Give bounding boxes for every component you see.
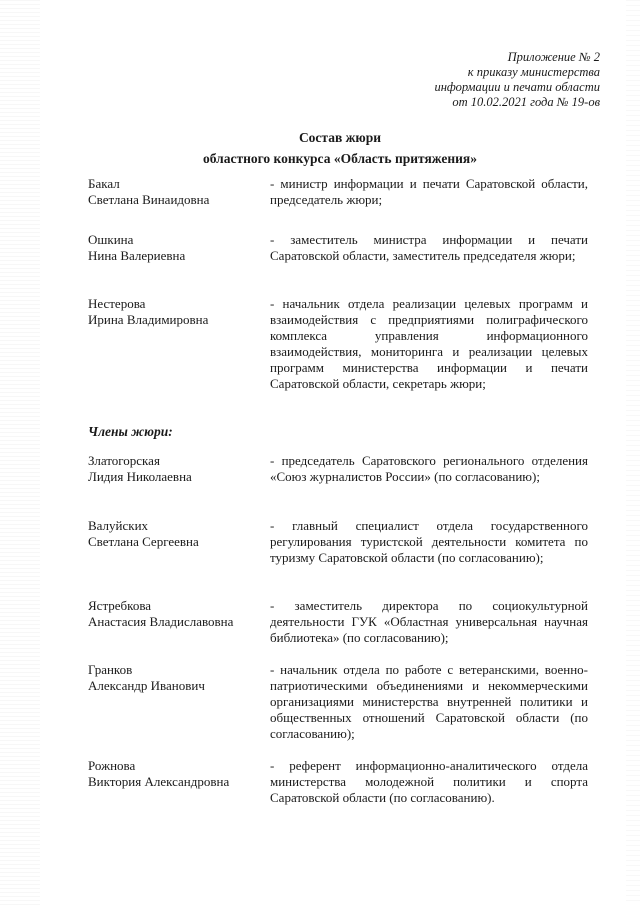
appendix-line-2: к приказу министерства	[467, 65, 600, 79]
person-role: - председатель Саратовского регионального отделения «Союз журналистов России» (по согласованию);	[270, 453, 588, 484]
person-name	[88, 758, 263, 790]
person-given-names: Светлана Винаидовна	[88, 192, 210, 207]
document-title	[0, 127, 640, 169]
person-name	[88, 176, 263, 208]
person-role: - начальник отдела реализации целевых программ и взаимодействия с предприятиями полиграфического комплекса управления информационного взаимодействия, мониторинга и реализации целевых программ министерства информации и печати Саратовской области, секретарь жюри;	[270, 296, 588, 391]
person-surname: Рожнова	[88, 758, 136, 773]
person-surname: Гранков	[88, 662, 133, 677]
person-name	[88, 518, 263, 550]
person-name	[88, 232, 263, 264]
person-given-names: Светлана Сергеевна	[88, 534, 199, 549]
appendix-line-1: Приложение № 2	[507, 50, 600, 64]
appendix-line-4: от 10.02.2021 года № 19-ов	[452, 95, 600, 109]
person-name	[88, 598, 263, 630]
person-given-names: Анастасия Владиславовна	[88, 614, 234, 629]
person-given-names: Нина Валериевна	[88, 248, 186, 263]
person-role: - министр информации и печати Саратовской области, председатель жюри;	[270, 176, 588, 207]
person-role: - главный специалист отдела государственного регулирования туристской деятельности комитета по туризму Саратовской области (по согласованию);	[270, 518, 588, 565]
person-given-names: Ирина Владимировна	[88, 312, 209, 327]
appendix-note	[434, 50, 600, 110]
appendix-line-3: информации и печати области	[434, 80, 600, 94]
person-given-names: Лидия Николаевна	[88, 469, 192, 484]
person-name	[88, 662, 263, 694]
person-given-names: Виктория Александровна	[88, 774, 230, 789]
title-line-1: Состав жюри	[298, 130, 382, 145]
person-role: - заместитель директора по социокультурной деятельности ГУК «Областная универсальная научная библиотека» (по согласованию);	[270, 598, 588, 645]
person-name	[88, 296, 263, 328]
person-surname: Нестерова	[88, 296, 146, 311]
person-role: - заместитель министра информации и печати Саратовской области, заместитель председателя жюри;	[270, 232, 588, 263]
person-surname: Бакал	[88, 176, 120, 191]
person-role: - начальник отдела по работе с ветеранскими, военно-патриотическими объединениями и некоммерческими организациями министерства внутренней политики и общественных отношений Саратовской области (по согласованию);	[270, 662, 588, 741]
person-surname: Валуйских	[88, 518, 149, 533]
person-surname: Ястребкова	[88, 598, 152, 613]
person-given-names: Александр Иванович	[88, 678, 205, 693]
person-name	[88, 453, 263, 485]
members-heading: Члены жюри:	[88, 424, 173, 439]
person-surname: Златогорская	[88, 453, 160, 468]
person-role: - референт информационно-аналитического отдела министерства молодежной политики и спорта Саратовской области (по согласованию).	[270, 758, 588, 805]
title-line-2: областного конкурса «Область притяжения»	[203, 151, 477, 166]
person-surname: Ошкина	[88, 232, 134, 247]
